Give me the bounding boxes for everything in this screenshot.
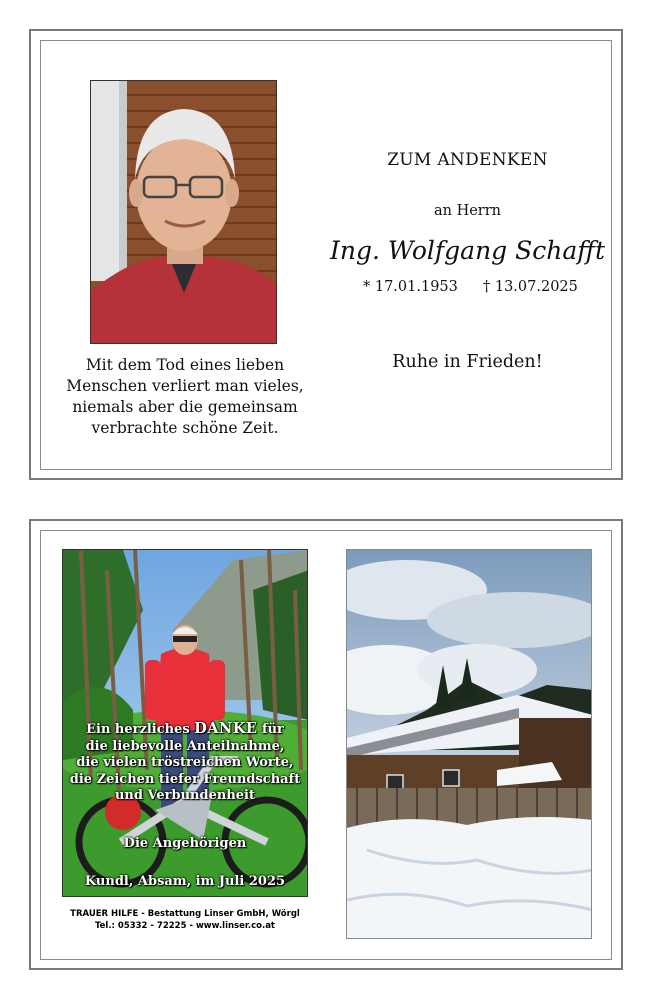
quote-line: niemals aber die gemeinsam: [72, 398, 298, 416]
quote-line: Menschen verliert man vieles,: [66, 377, 304, 395]
thanks-line: [62, 721, 308, 739]
death-date: † 13.07.2025: [483, 279, 578, 295]
thanks-line: und Verbundenheit: [114, 788, 255, 803]
portrait-photo: [90, 80, 277, 344]
closing-line: Ruhe in Frieden!: [392, 352, 543, 372]
thanks-text: für: [257, 722, 284, 737]
place-and-date: Kundl, Absam, im Juli 2025: [84, 874, 286, 889]
thanks-text: Ein herzliches: [86, 722, 195, 737]
danke-word: DANKE: [194, 720, 258, 737]
salutation: an Herrn: [433, 203, 502, 219]
deceased-name: Ing. Wolfgang Schafft: [329, 236, 606, 265]
thanks-line: die Zeichen tiefer Freundschaft: [69, 771, 301, 787]
quote-line: Mit dem Tod eines lieben: [85, 356, 285, 374]
heading: ZUM ANDENKEN: [387, 150, 548, 170]
birth-date: * 17.01.1953: [363, 279, 458, 295]
quote-line: verbrachte schöne Zeit.: [91, 419, 279, 437]
signature: Die Angehörigen: [123, 836, 247, 851]
funeral-home-imprint: TRAUER HILFE - Bestattung Linser GmbH, Wörgl: [70, 909, 300, 919]
thanks-line: die vielen tröstreichen Worte,: [76, 755, 294, 770]
memorial-quote: [60, 355, 310, 439]
thanks-line: die liebevolle Anteilnahme,: [85, 738, 285, 754]
funeral-home-contact: Tel.: 05332 - 72225 - www.linser.co.at: [94, 921, 276, 931]
thank-you-message: [62, 721, 308, 805]
mountain-hut-photo: [346, 549, 592, 939]
